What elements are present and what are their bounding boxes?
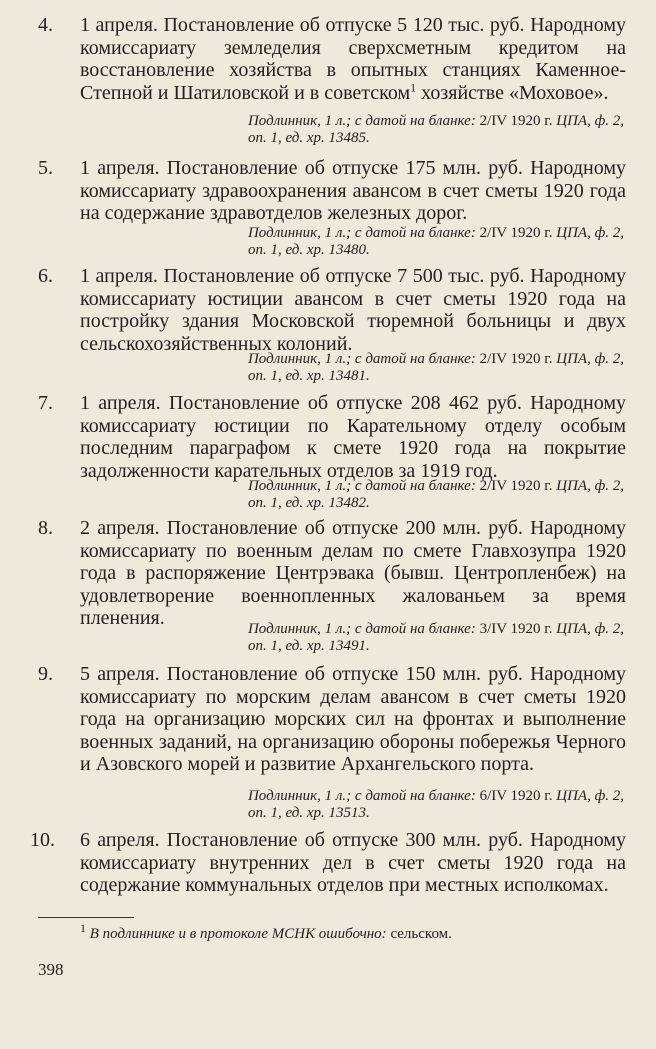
entry-source: Подлинник, 1 л.; с датой на бланке: 2/IV 1920 г. ЦПА, ф. 2, оп. 1, ед. хр. 13482. bbox=[247, 478, 624, 511]
entry-text: 1 апреля. Постановление об отпуске 208 462 руб. Народному комиссариату юстиции по Карательному отделу особым последним параграфом к смете 1920 года на покрытие задолженности карательных отделов за 1919 год. bbox=[80, 392, 626, 482]
entry-number: 6. bbox=[38, 265, 53, 287]
entry-source: Подлинник, 1 л.; с датой на бланке: 2/IV 1920 г. ЦПА, ф. 2, оп. 1, ед. хр. 13485. bbox=[247, 113, 624, 146]
entry-number: 10. bbox=[30, 829, 55, 851]
entry-number: 9. bbox=[38, 663, 53, 685]
entry-text: 2 апреля. Постановление об отпуске 200 млн. руб. Народному комиссариату по военным делам по смете Главхозупра 1920 года в распоряжение Центрэвака (бывш. Центропленбеж) на удовлетворение военнопленных жалованьем за время пленения. bbox=[80, 517, 626, 629]
entry-number: 5. bbox=[38, 157, 53, 179]
entry-text: 6 апреля. Постановление об отпуске 300 млн. руб. Народному комиссариату внутренних дел в счет сметы 1920 года на содержание коммунальных отделов при местных исполкомах. bbox=[80, 829, 626, 896]
entry-text: 1 апреля. Постановление об отпуске 5 120 тыс. руб. Народному комиссариату земледелия сверхсметным кредитом на восстановление хозяйства в опытных станциях Каменное-Степной и Шатиловской и в советском$^1$ хозяйстве «Моховое». bbox=[80, 14, 626, 104]
footnote-mark: 1 bbox=[80, 921, 86, 935]
entry-source: Подлинник, 1 л.; с датой на бланке: 6/IV 1920 г. ЦПА, ф. 2, оп. 1, ед. хр. 13513. bbox=[247, 788, 624, 821]
entry-source: Подлинник, 1 л.; с датой на бланке: 2/IV 1920 г. ЦПА, ф. 2, оп. 1, ед. хр. 13480. bbox=[247, 225, 624, 258]
entry-source: Подлинник, 1 л.; с датой на бланке: 3/IV 1920 г. ЦПА, ф. 2, оп. 1, ед. хр. 13491. bbox=[247, 621, 624, 654]
footnote-ref: 1 bbox=[410, 79, 417, 94]
entry-number: 7. bbox=[38, 392, 53, 414]
entry-number: 8. bbox=[38, 517, 53, 539]
entry-text: 1 апреля. Постановление об отпуске 175 млн. руб. Народному комиссариату здравоохранения авансом в счет сметы 1920 года на содержание здравотделов железных дорог. bbox=[80, 157, 626, 224]
entry-source: Подлинник, 1 л.; с датой на бланке: 2/IV 1920 г. ЦПА, ф. 2, оп. 1, ед. хр. 13481. bbox=[247, 351, 624, 384]
page-number: 398 bbox=[38, 960, 64, 979]
entry-number: 4. bbox=[38, 14, 53, 36]
entry-text: 5 апреля. Постановление об отпуске 150 млн. руб. Народному комиссариату по морским делам авансом в счет сметы 1920 года на организацию морских сил на фронтах и выполнение военных заданий, на организацию обороны побережья Черного и Азовского морей и развитие Архангельского порта. bbox=[80, 663, 626, 775]
entry-text: 1 апреля. Постановление об отпуске 7 500 тыс. руб. Народному комиссариату юстиции авансом в счет сметы 1920 года на постройку здания Московской тюремной больницы и двух сельскохозяйственных колоний. bbox=[80, 265, 626, 355]
footnote: $^1$ В подлиннике и в протоколе МСНК ошибочно: сельском. bbox=[80, 921, 452, 942]
footnote-divider bbox=[38, 917, 134, 918]
